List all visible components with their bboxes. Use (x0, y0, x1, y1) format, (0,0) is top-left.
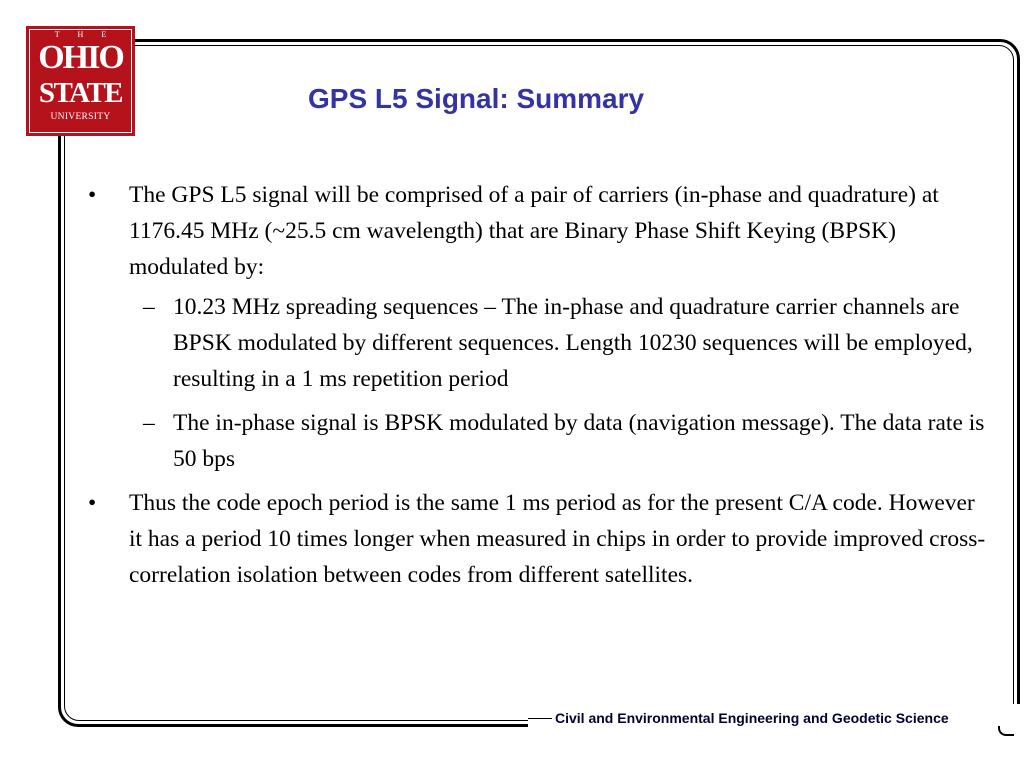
slide-title: GPS L5 Signal: Summary (308, 83, 645, 114)
footer-rule (528, 718, 552, 719)
footer-department-text: Civil and Environmental Engineering and Geodetic Science (555, 710, 949, 726)
bullet-text: The GPS L5 signal will be comprised of a pair of carriers (in-phase and quadrature) at 1176.45 MHz (~25.5 cm wavelength) that are Binary Phase Shift Keying (BPSK) modulated by: (129, 182, 939, 280)
sub-bullet-item (129, 289, 988, 397)
university-logo (26, 26, 135, 136)
bullet-item (88, 177, 988, 285)
bullet-marker: • (88, 182, 97, 208)
bullet-marker: • (88, 490, 97, 516)
logo-the-text: T H E (54, 30, 115, 39)
sub-bullet-item (129, 405, 988, 477)
sub-bullet-text: The in-phase signal is BPSK modulated by data (navigation message). The data rate is 50 bps (173, 410, 985, 472)
logo-university-text: UNIVERSITY (50, 112, 111, 122)
bullet-item (88, 485, 988, 593)
logo-state-text: STATE (38, 77, 123, 109)
sub-bullet-marker: – (143, 294, 155, 320)
bullet-text: Thus the code epoch period is the same 1 ms period as for the present C/A code. However it has a period 10 times longer when measured in chips in order to provide improved cross-correlation isolation between codes from different satellites. (129, 490, 986, 588)
sub-bullet-text: 10.23 MHz spreading sequences – The in-phase and quadrature carrier channels are BPSK modulated by different sequences. Length 10230 sequences will be employed, resulting in a 1 ms repetition period (173, 294, 973, 392)
slide-body (88, 177, 988, 593)
sub-bullet-list (129, 289, 988, 477)
logo-ohio-text: OHIO (38, 39, 123, 76)
sub-bullet-marker: – (143, 410, 155, 436)
frame-corner-tail (998, 726, 1014, 736)
